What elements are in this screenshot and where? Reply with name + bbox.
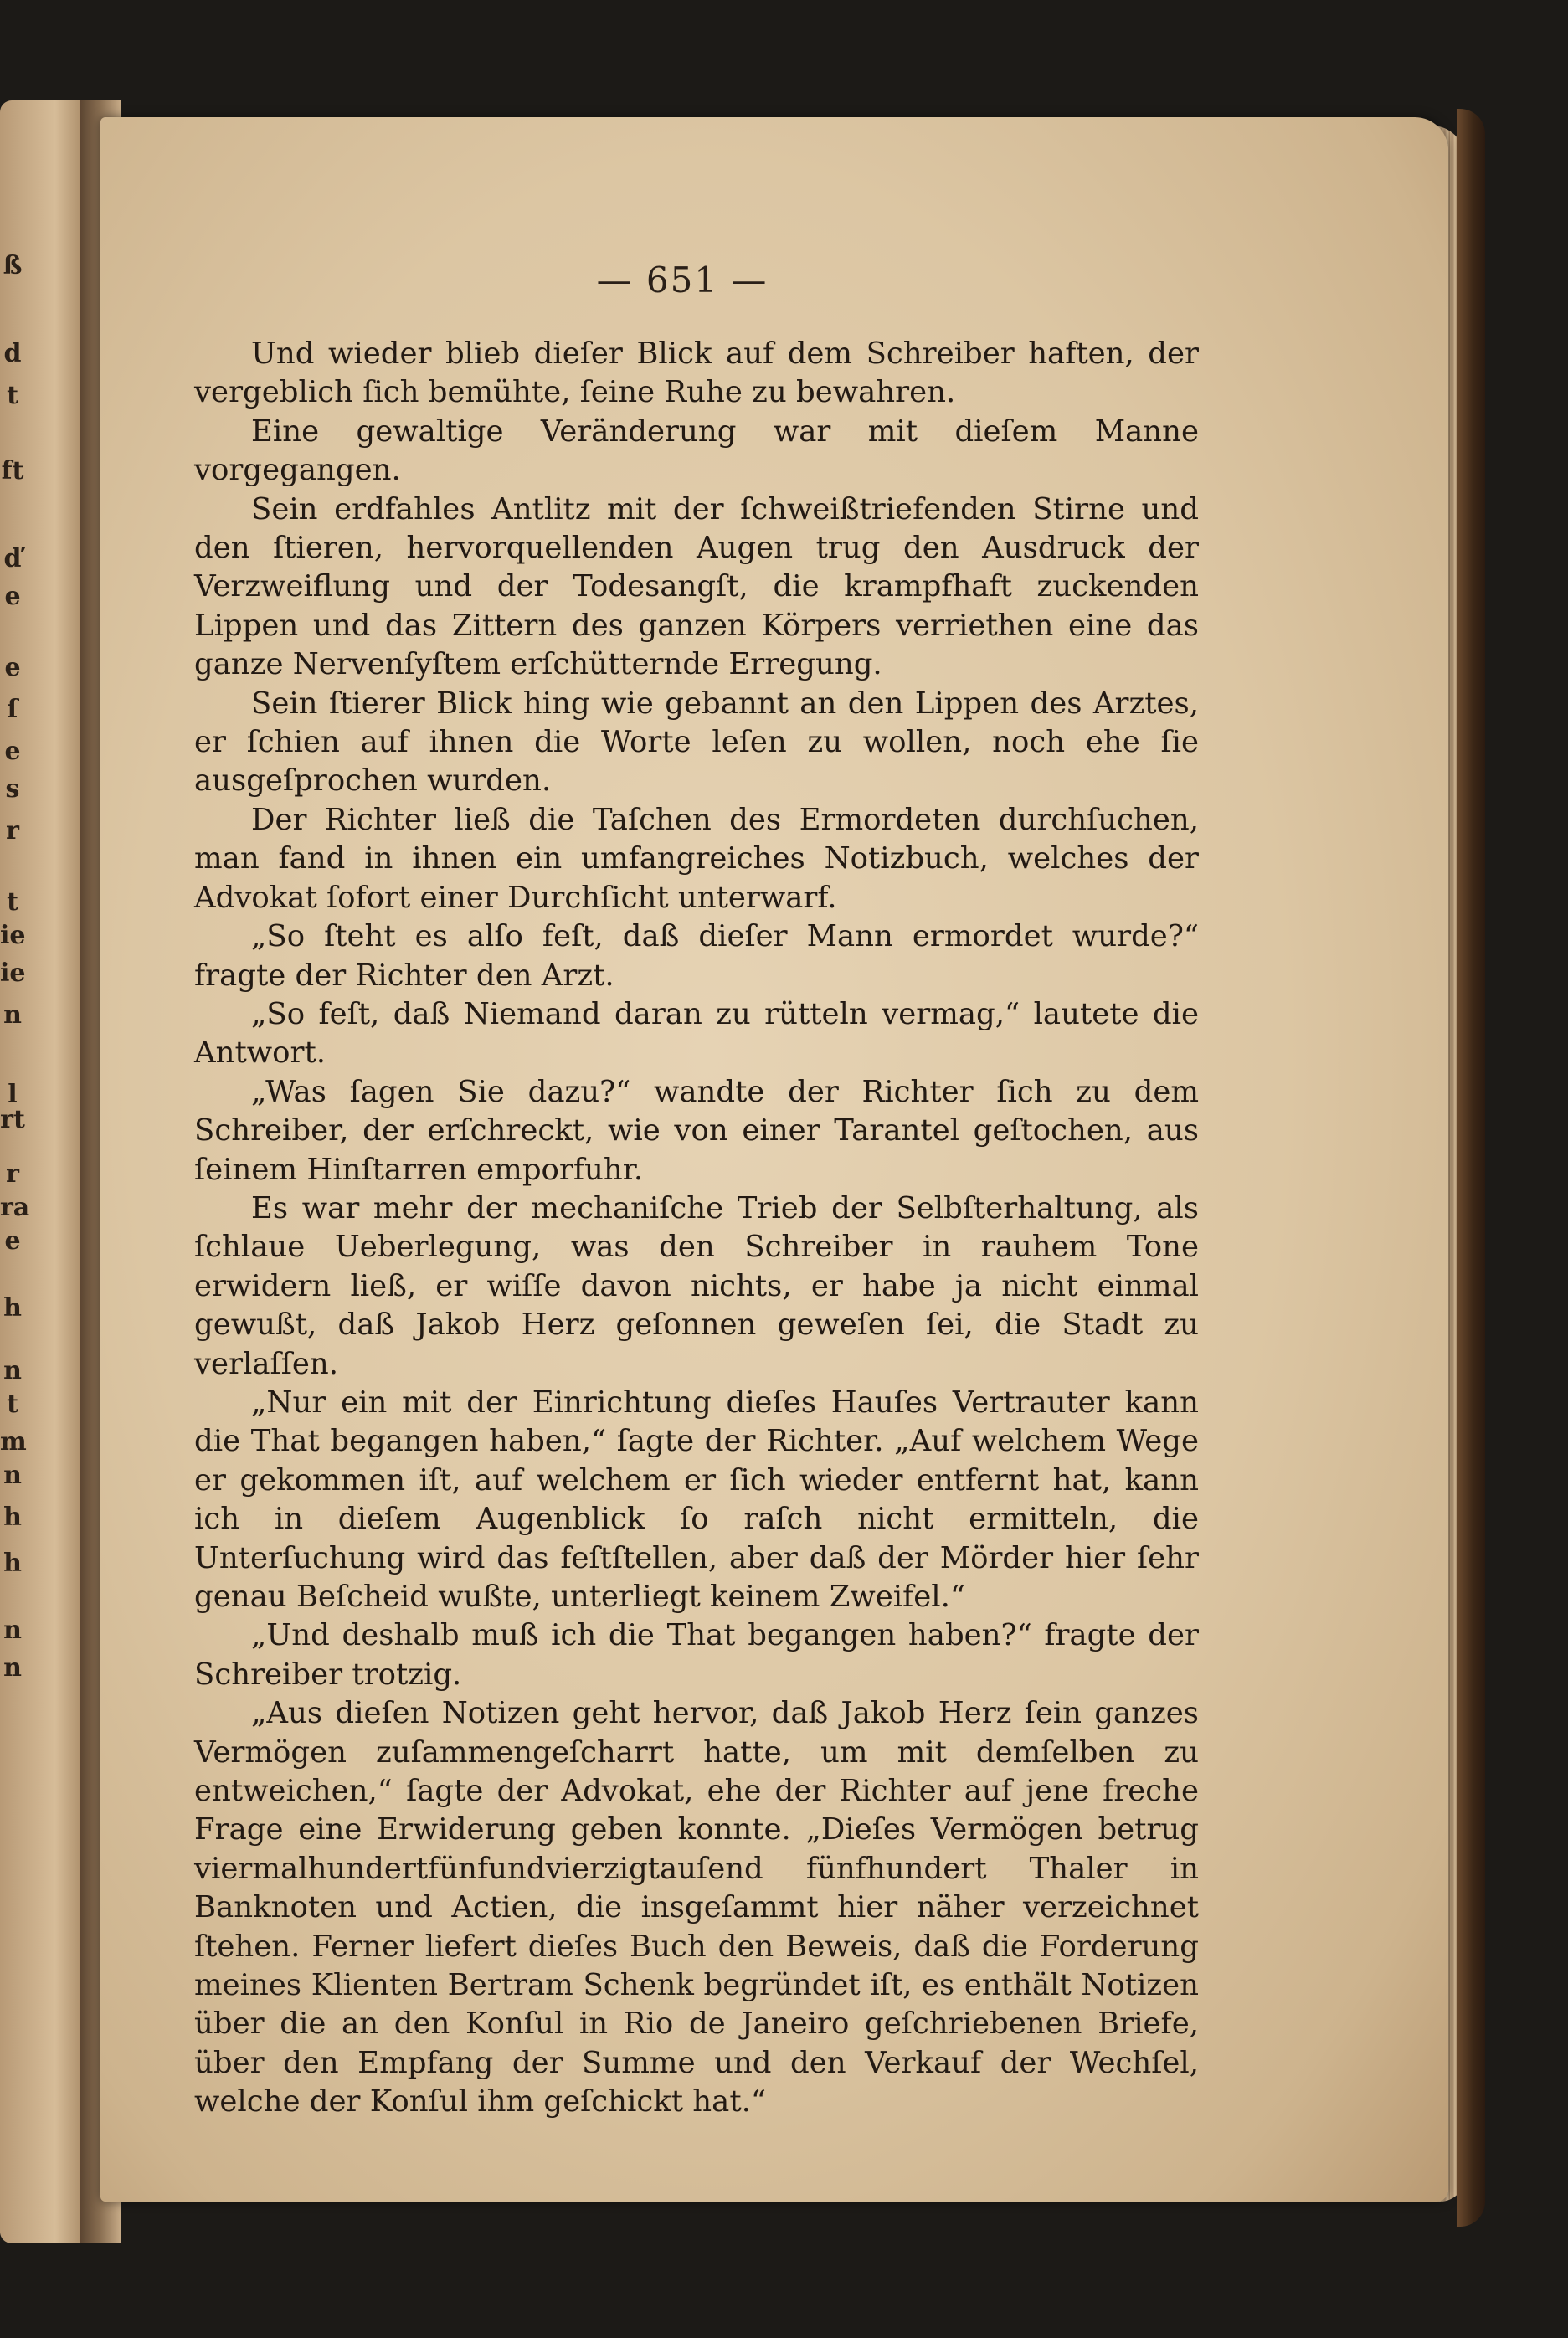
paragraph: „So ſteht es alſo feſt, daß dieſer Mann ermordet wurde?“ fragte der Richter den Arzt. xyxy=(194,919,1199,993)
facing-page-glyph: rt xyxy=(0,1105,25,1134)
facing-page-glyph: ſ xyxy=(7,695,18,724)
facing-page-glyph: t xyxy=(7,381,18,410)
facing-page-glyph: e xyxy=(4,653,21,682)
facing-page-glyph: r xyxy=(6,1159,19,1189)
facing-page-glyph: t xyxy=(7,1390,18,1419)
paragraph: „Und deshalb muß ich die That begangen haben?“ fragte der Schreiber trotzig. xyxy=(194,1618,1199,1692)
facing-page-glyph: n xyxy=(3,1356,22,1385)
facing-page-glyph: n xyxy=(3,1461,22,1490)
paragraph: Eine gewaltige Veränderung war mit dieſem Manne vorgegangen. xyxy=(194,414,1199,488)
page-number: — 651 — xyxy=(596,259,769,301)
facing-page-glyph: ie xyxy=(0,921,26,950)
book-cover-edge xyxy=(1457,109,1485,2227)
facing-page-glyph: h xyxy=(3,1293,22,1323)
paragraph: Es war mehr der mechaniſche Trieb der Selbſterhaltung, als ſchlaue Ueberlegung, was den Schreiber in rauhem Tone erwidern ließ, er wiſſe davon nichts, er habe ja nicht einmal gewußt, daß Jakob Herz geſonnen geweſen ſei, die Stadt zu verlaſſen. xyxy=(194,1190,1199,1381)
facing-page-glyph: ft xyxy=(1,456,24,486)
facing-page-glyph: t xyxy=(7,887,18,917)
facing-page-glyph: e xyxy=(4,1226,21,1256)
facing-page-glyph: d xyxy=(3,339,22,368)
paragraph: Sein erdfahles Antlitz mit der ſchweißtriefenden Stirne und den ſtieren, hervorquellenden Augen trug den Ausdruck der Verzweiflung und der Todesangſt, die krampfhaft zuckenden Lippen und das Zittern des ganzen Körpers verriethen eine das ganze Nervenſyſtem erſchütternde Erregung. xyxy=(194,491,1199,682)
facing-page-glyph: ď xyxy=(3,544,22,573)
paragraph: Sein ſtierer Blick hing wie gebannt an den Lippen des Arztes, er ſchien auf ihnen die Worte leſen zu wollen, noch ehe ſie ausgeſprochen wurden. xyxy=(194,686,1199,799)
paragraph: „So feſt, daß Niemand daran zu rütteln vermag,“ lautete die Antwort. xyxy=(194,996,1199,1071)
facing-page-glyph: ra xyxy=(0,1193,30,1222)
facing-page-glyph: l xyxy=(8,1080,18,1109)
facing-page-glyph: r xyxy=(6,816,19,845)
paragraph: Der Richter ließ die Taſchen des Ermordeten durchſuchen, man fand in ihnen ein umfangreiches Notizbuch, welches der Advokat ſofort einer Durchſicht unterwarf. xyxy=(194,802,1199,915)
facing-page-glyph: h xyxy=(3,1503,22,1532)
paragraph: „Nur ein mit der Einrichtung dieſes Hauſes Vertrauter kann die That begangen haben,“ ſagte der Richter. „Auf welchem Wege er gekommen iſt, auf welchem er ſich wieder entfernt hat, kann ich in dieſem Augenblick ſo raſch nicht ermitteln, die Unterſuchung wird das feſtſtellen, aber daß der Mörder hier ſehr genau Beſcheid wußte, unterliegt keinem Zweifel.“ xyxy=(194,1385,1199,1614)
paragraph: Und wieder blieb dieſer Blick auf dem Schreiber haften, der vergeblich ſich bemühte, ſeine Ruhe zu bewahren. xyxy=(194,337,1199,410)
facing-page-glyph: ie xyxy=(0,958,26,988)
facing-page-glyph: n xyxy=(3,1616,22,1645)
paragraph: „Aus dieſen Notizen geht hervor, daß Jakob Herz ſein ganzes Vermögen zuſammengeſcharrt hatte, um mit demſelben zu entweichen,“ ſagte der Advokat, ehe der Richter auf jene freche Frage eine Erwiderung geben konnte. „Dieſes Vermögen betrug viermalhundertfünfundvierzigtauſend fünfhundert Thaler in Banknoten und Actien, die insgeſammt hier näher verzeichnet ſtehen. Ferner liefert dieſes Buch den Beweis, daß die Forderung meines Klienten Bertram Schenk begründet iſt, es enthält Notizen über die an den Konſul in Rio de Janeiro geſchriebenen Briefe, über den Empfang der Summe und den Verkauf der Wechſel, welche der Konſul ihm geſchickt hat.“ xyxy=(194,1696,1199,2120)
facing-page-glyph: n xyxy=(3,1653,22,1683)
facing-page-glyph: ß xyxy=(3,251,23,280)
facing-page-glyph: s xyxy=(5,774,20,804)
facing-page-glyph: n xyxy=(3,1000,22,1030)
paragraph: „Was ſagen Sie dazu?“ wandte der Richter ſich zu dem Schreiber, der erſchreckt, wie von einer Tarantel geſtochen, aus ſeinem Hinſtarren emporfuhr. xyxy=(194,1074,1199,1187)
facing-page-glyph: e xyxy=(4,582,21,611)
facing-page-glyph: e xyxy=(4,737,21,766)
facing-page-glyph: m xyxy=(0,1427,27,1457)
body-text xyxy=(194,335,1199,2122)
facing-page-glyph: h xyxy=(3,1549,22,1578)
